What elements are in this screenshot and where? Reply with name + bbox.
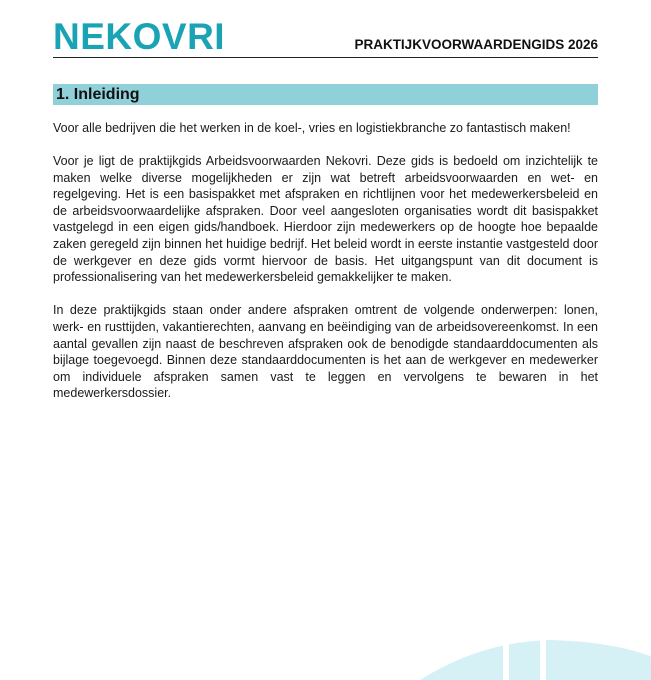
section-title: 1. Inleiding <box>56 86 140 103</box>
document-title: PRAKTIJKVOORWAARDENGIDS 2026 <box>354 37 598 52</box>
decor-arc <box>420 640 651 680</box>
header-divider <box>53 57 598 58</box>
decorative-watermark-graphic <box>420 640 651 680</box>
paragraph-intro: Voor alle bedrijven die het werken in de koel-, vries en logistiekbranche zo fantastisch maken! <box>53 121 571 135</box>
brand-logo: NEKOVRI <box>53 16 226 57</box>
paragraph-topics: In deze praktijkgids staan onder andere afspraken omtrent de volgende onderwerpen: lonen, werk- en rusttijden, vakantierechten, aanvang en beëindiging van de arbeidsovereenkomst. In een aantal gevallen zijn naast de beschreven afspraken ook de benodigde standaarddocumenten als bijlage toegevoegd. Binnen deze standaarddocumenten is het aan de werkgever en medewerker om individuele afspraken samen vast te leggen en vervolgens te bewaren in het medewerkersdossier. <box>53 303 598 401</box>
paragraph-purpose: Voor je ligt de praktijkgids Arbeidsvoorwaarden Nekovri. Deze gids is bedoeld om inzichtelijk te maken welke diverse mogelijkheden er zijn wat betreft arbeidsvoorwaarden en wet- en regelgeving. Het is een basispakket met afspraken en richtlijnen voor het medewerkersbeleid en de arbeidsvoorwaardelijke afspraken. Door veel aangesloten organisaties wordt dit basispakket vastgelegd in een eigen gids/handboek. Hierdoor zijn medewerkers op de hoogte hoe bepaalde zaken geregeld zijn binnen het huidige bedrijf. Het beleid wordt in eerste instantie vastgesteld door de werkgever en deze gids vormt hiervoor de basis. Het uitgangspunt van dit document is professionalisering van het medewerkersbeleid gemakkelijker te maken. <box>53 154 598 285</box>
body-content <box>53 120 598 418</box>
decor-bar-left <box>503 640 509 680</box>
decor-bar-right <box>540 640 546 680</box>
